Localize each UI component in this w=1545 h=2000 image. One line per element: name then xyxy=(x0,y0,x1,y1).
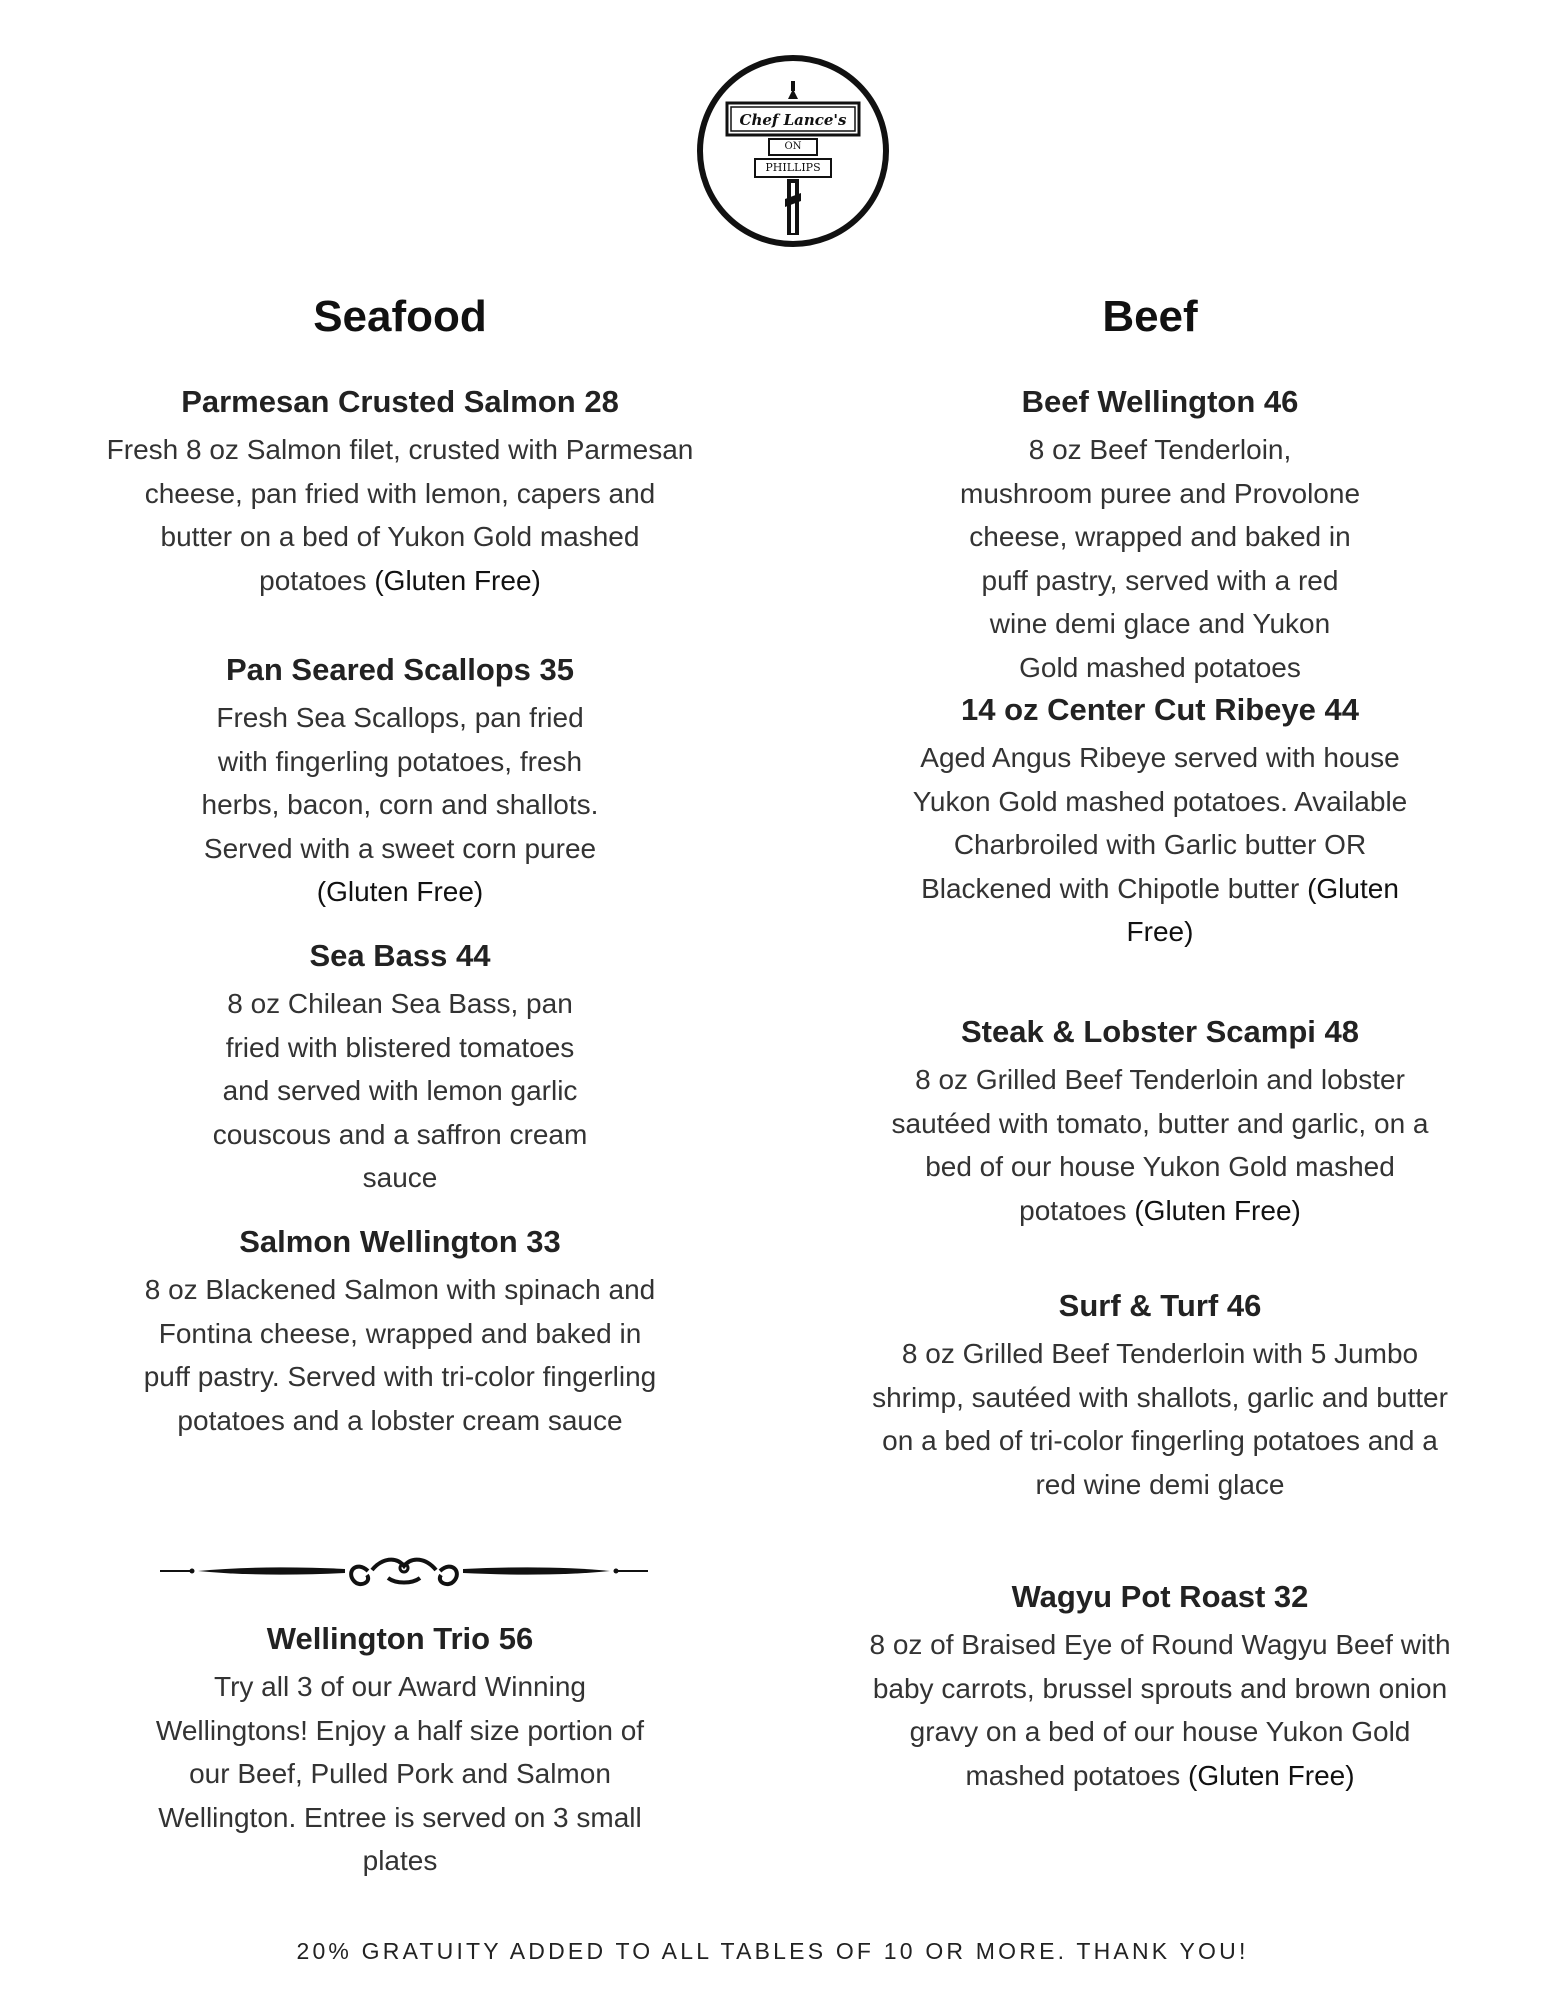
beef-column xyxy=(860,0,1460,1900)
gluten-free-note: (Gluten Free) xyxy=(1126,872,1399,947)
item-name: Surf & Turf 46 xyxy=(1058,1288,1262,1323)
menu-item-salmon-wellington xyxy=(100,1222,700,1442)
item-name: Parmesan Crusted Salmon 28 xyxy=(181,384,619,419)
item-description: 8 oz Blackened Salmon with spinach and Fontina cheese, wrapped and baked in puff pastry. Served with tri-color fingerling potatoes and a lobster cream sauce xyxy=(143,1274,657,1436)
item-name: Wellington Trio 56 xyxy=(266,1621,534,1656)
gluten-free-note: (Gluten Free) xyxy=(1188,1759,1355,1791)
gluten-free-note: (Gluten Free) xyxy=(374,564,541,596)
menu-item-center-cut-ribeye xyxy=(860,690,1460,954)
item-description: Fresh Sea Scallops, pan fried with fingerling potatoes, fresh herbs, bacon, corn and shallots. Served with a sweet corn puree (Gluten Free) xyxy=(201,702,599,907)
menu-item-parmesan-crusted-salmon xyxy=(100,382,700,602)
menu-item-wagyu-pot-roast xyxy=(860,1577,1460,1797)
item-name: Salmon Wellington 33 xyxy=(239,1224,561,1259)
item-description: 8 oz of Braised Eye of Round Wagyu Beef with baby carrots, brussel sprouts and brown onion gravy on a bed of our house Yukon Gold mashed potatoes (Gluten Free) xyxy=(869,1629,1451,1791)
menu-item-surf-and-turf xyxy=(860,1286,1460,1506)
item-description: 8 oz Grilled Beef Tenderloin and lobster sautéed with tomato, butter and garlic, on a bed of our house Yukon Gold mashed potatoes (Gluten Free) xyxy=(891,1064,1429,1226)
logo-on: ON xyxy=(784,141,802,152)
logo-name: Chef Lance's xyxy=(739,111,847,129)
menu-item-beef-wellington xyxy=(820,382,1500,689)
gratuity-notice: 20% GRATUITY ADDED TO ALL TABLES OF 10 OR MORE. THANK YOU! xyxy=(296,1938,1249,1964)
item-description: Fresh 8 oz Salmon filet, crusted with Parmesan cheese, pan fried with lemon, capers and butter on a bed of Yukon Gold mashed potatoes (Gluten Free) xyxy=(106,434,694,596)
item-name: Wagyu Pot Roast 32 xyxy=(1011,1579,1309,1614)
item-name: Pan Seared Scallops 35 xyxy=(225,652,575,687)
item-description: 8 oz Grilled Beef Tenderloin with 5 Jumbo shrimp, sautéed with shallots, garlic and butter on a bed of tri-color fingerling potatoes and a red wine demi glace xyxy=(872,1338,1448,1500)
section-title-beef: Beef xyxy=(1102,292,1198,341)
menu-item-sea-bass xyxy=(100,936,700,1200)
item-name: Beef Wellington 46 xyxy=(1021,384,1299,419)
gluten-free-note: (Gluten Free) xyxy=(316,876,484,907)
item-name: Steak & Lobster Scampi 48 xyxy=(961,1014,1359,1049)
seafood-column xyxy=(100,0,700,1900)
logo-street: PHILLIPS xyxy=(765,161,821,174)
menu-item-wellington-trio xyxy=(100,1619,700,1883)
item-description: Try all 3 of our Award Winning Wellingtons! Enjoy a half size portion of our Beef, Pulled Pork and Salmon Wellington. Entree is served on 3 small plates xyxy=(155,1671,645,1876)
section-title-seafood: Seafood xyxy=(313,292,487,341)
item-description: 8 oz Beef Tenderloin, mushroom puree and Provolone cheese, wrapped and baked in puff pastry, served with a red wine demi glace and Yukon Gold mashed potatoes xyxy=(960,434,1361,683)
menu-item-steak-lobster-scampi xyxy=(860,1012,1460,1232)
item-description: Aged Angus Ribeye served with house Yukon Gold mashed potatoes. Available Charbroiled with Garlic butter OR Blackened with Chipotle butter (Gluten Free) xyxy=(912,742,1408,947)
ornamental-divider-icon xyxy=(160,1548,648,1594)
item-description: 8 oz Chilean Sea Bass, pan fried with blistered tomatoes and served with lemon garlic couscous and a saffron cream sauce xyxy=(212,988,588,1193)
item-name: Sea Bass 44 xyxy=(309,938,491,973)
item-name: 14 oz Center Cut Ribeye 44 xyxy=(961,692,1359,727)
gluten-free-note: (Gluten Free) xyxy=(1134,1194,1301,1226)
menu-item-pan-seared-scallops xyxy=(100,650,700,914)
